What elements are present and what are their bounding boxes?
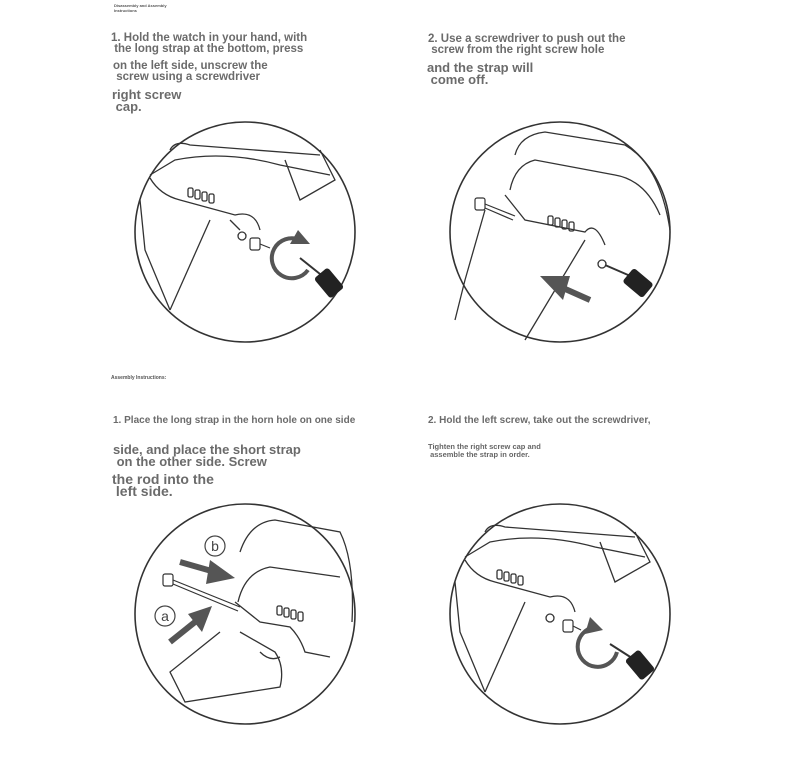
disassembly-step2-text-b: and the strap will come off. (427, 60, 534, 87)
screw-icon (475, 198, 515, 220)
assembly-header: Assembly Instructions: (111, 375, 167, 381)
assembly-step2-text-b: Tighten the right screw cap and assemble the strap in order. (428, 442, 541, 459)
watch-illustration (455, 525, 650, 692)
assembly-step1-text-b: side, and place the short strap on the other side. Screw (113, 442, 301, 469)
disassembly-step1-text-c: right screw cap. (112, 87, 182, 114)
label-b-text: b (211, 538, 219, 554)
disassembly-step1-text-b: on the left side, unscrew the screw using a screwdriver (113, 60, 268, 83)
disassembly-header-line1: Disassembly and Assembly (114, 3, 167, 8)
screw-icon (163, 574, 240, 611)
disassembly-header-line2: Instructions (114, 8, 137, 13)
screw-icon (250, 238, 270, 250)
figure-assembly-step2 (445, 502, 675, 727)
assembly-step2-text-a: 2. Hold the left screw, take out the screwdriver, (428, 415, 651, 426)
figure-disassembly-step1 (130, 120, 360, 345)
label-a-text: a (161, 608, 169, 624)
assembly-step1-text-c: the rod into the left side. (112, 471, 214, 499)
label-a (155, 606, 175, 626)
disassembly-step2-text-a: 2. Use a screwdriver to push out the screw from the right screw hole (428, 33, 626, 56)
push-arrow-icon (540, 276, 590, 300)
figure-disassembly-step2 (445, 120, 675, 345)
screwdriver-icon (300, 258, 344, 299)
screw-icon (563, 620, 581, 632)
watch-illustration (140, 143, 335, 310)
assembly-step1-text-a: 1. Place the long strap in the horn hole on one side (113, 415, 356, 426)
disassembly-step1-text-a: 1. Hold the watch in your hand, with the long strap at the bottom, press (111, 32, 308, 55)
figure-assembly-step1 (130, 502, 360, 727)
rotate-arrow-icon (272, 230, 310, 278)
rotate-arrow-icon (578, 617, 617, 667)
screwdriver-icon (605, 265, 654, 298)
screwdriver-icon (610, 644, 655, 681)
label-b (205, 536, 225, 556)
disassembly-header (114, 3, 167, 13)
